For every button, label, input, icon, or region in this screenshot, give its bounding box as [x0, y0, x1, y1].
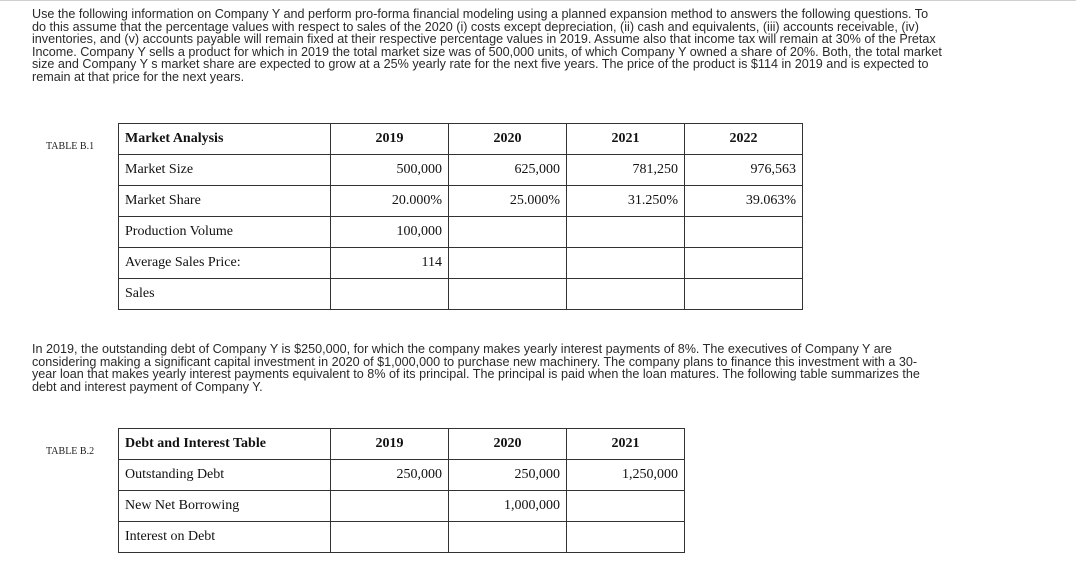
table-cell: [567, 491, 685, 522]
table-cell: [449, 248, 567, 279]
header-cell: 2020: [449, 429, 567, 460]
table-cell: [331, 279, 449, 310]
table-cell: 1,000,000: [449, 491, 567, 522]
table-cell: [567, 248, 685, 279]
table-header-row: [119, 124, 803, 155]
debt-line: debt and interest payment of Company Y.: [32, 379, 263, 394]
top-divider: [0, 0, 1076, 1]
table-cell: [567, 279, 685, 310]
debt-paragraph: [32, 343, 1032, 393]
intro-line: size and Company Y s market share are expected to grow at a 25% yearly rate for the next five years. The price of the product is $114 in 2019 and is expected to: [32, 57, 929, 72]
header-cell: 2019: [331, 429, 449, 460]
table-cell: [331, 522, 449, 553]
intro-line: do this assume that the percentage values with respect to sales of the 2020 (i) costs except depreciation, (ii) cash and equivalents, (iii) accounts receivable, (iv): [32, 19, 919, 34]
row-label: Market Size: [119, 155, 331, 186]
header-cell: Market Analysis: [119, 124, 331, 155]
header-cell: Debt and Interest Table: [119, 429, 331, 460]
row-label: Outstanding Debt: [119, 460, 331, 491]
debt-line: In 2019, the outstanding debt of Company Y is $250,000, for which the company makes yearly interest payments of 8%. The executives of Company Y are: [32, 342, 892, 356]
table-cell: 100,000: [331, 217, 449, 248]
debt-interest-table: [118, 428, 685, 553]
table-row: [119, 460, 685, 491]
table-cell: 20.000%: [331, 186, 449, 217]
table-row: [119, 186, 803, 217]
intro-line: Use the following information on Company Y and perform pro-forma financial modeling using a planned expansion method to answers the following questions. To: [32, 7, 929, 21]
debt-line: year loan that makes yearly interest payments equivalent to 8% of its principal. The principal is paid when the loan matures. The following table summarizes the: [32, 367, 920, 382]
table-cell: 31.250%: [567, 186, 685, 217]
intro-line: remain at that price for the next years.: [32, 69, 245, 84]
market-analysis-table: [118, 123, 803, 310]
intro-paragraph: [32, 8, 1032, 84]
table-cell: [685, 279, 803, 310]
row-label: Average Sales Price:: [119, 248, 331, 279]
table-cell: [685, 217, 803, 248]
table-cell: 39.063%: [685, 186, 803, 217]
table-cell: 1,250,000: [567, 460, 685, 491]
header-cell: 2021: [567, 124, 685, 155]
header-cell: 2021: [567, 429, 685, 460]
table-cell: [567, 522, 685, 553]
table-cell: [449, 217, 567, 248]
table-cell: [685, 248, 803, 279]
row-label: Interest on Debt: [119, 522, 331, 553]
row-label: Production Volume: [119, 217, 331, 248]
table-cell: 114: [331, 248, 449, 279]
table-row: [119, 217, 803, 248]
table-cell: [331, 491, 449, 522]
header-cell: 2019: [331, 124, 449, 155]
row-label: New Net Borrowing: [119, 491, 331, 522]
header-cell: 2020: [449, 124, 567, 155]
table-cell: 625,000: [449, 155, 567, 186]
table-b1-label: TABLE B.1: [46, 141, 95, 152]
table-cell: 976,563: [685, 155, 803, 186]
table-cell: 25.000%: [449, 186, 567, 217]
table-cell: 250,000: [331, 460, 449, 491]
table-cell: 500,000: [331, 155, 449, 186]
table-cell: [567, 217, 685, 248]
header-cell: 2022: [685, 124, 803, 155]
table-cell: 250,000: [449, 460, 567, 491]
debt-line: considering making a significant capital investment in 2020 of $1,000,000 to purchase new machinery. The company plans to finance this investment with a 30-: [32, 354, 918, 369]
table-row: [119, 279, 803, 310]
table-cell: 781,250: [567, 155, 685, 186]
row-label: Sales: [119, 279, 331, 310]
intro-line: Income. Company Y sells a product for which in 2019 the total market size was of 500,000 units, of which Company Y owned a share of 20%. Both, the total market: [32, 44, 942, 59]
table-row: [119, 522, 685, 553]
table-cell: [449, 522, 567, 553]
table-cell: [449, 279, 567, 310]
table-row: [119, 155, 803, 186]
table-header-row: [119, 429, 685, 460]
table-b2-label: TABLE B.2: [46, 446, 95, 457]
table-row: [119, 491, 685, 522]
table-row: [119, 248, 803, 279]
intro-line: inventories, and (v) accounts payable will remain fixed at their respective percentage values in 2019. Assume also that income tax will remain at 30% of the Pretax: [32, 32, 936, 47]
row-label: Market Share: [119, 186, 331, 217]
